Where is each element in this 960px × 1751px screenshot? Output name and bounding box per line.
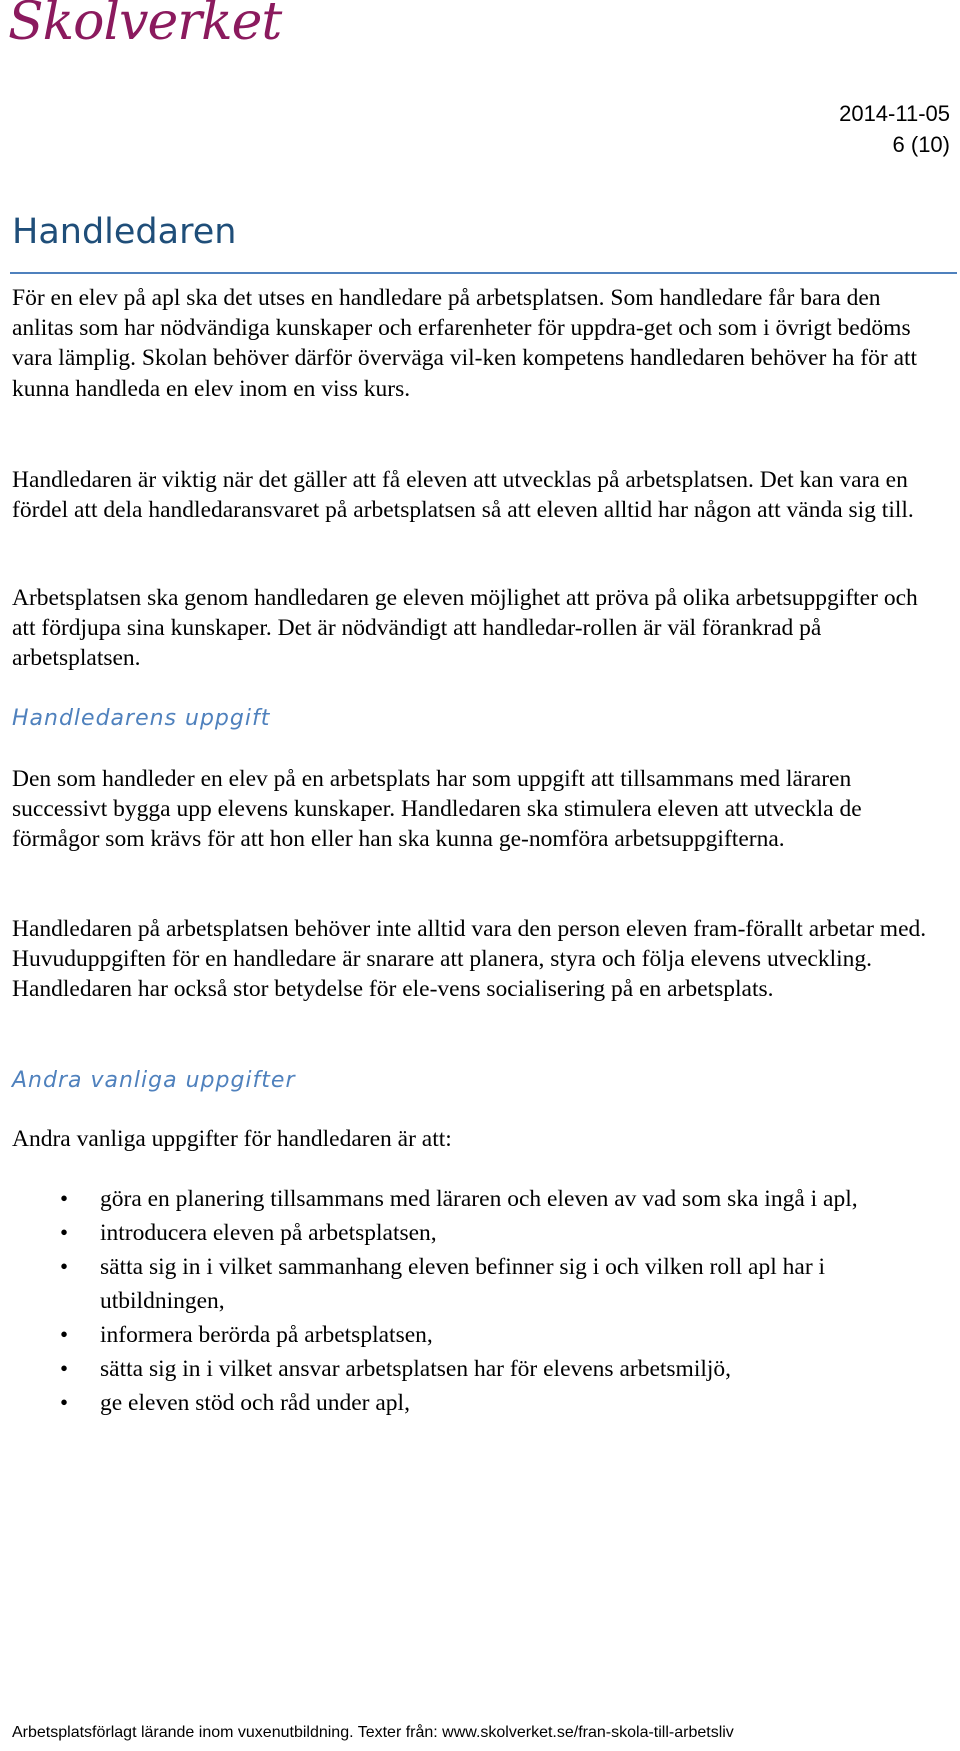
list-item (0, 1216, 960, 1250)
page-footer: Arbetsplatsförlagt lärande inom vuxenutbildning. Texter från: www.skolverket.se/fran-skola-till-arbetsliv (12, 1724, 734, 1741)
title-divider (10, 272, 957, 274)
skolverket-logo: Skolverket (8, 0, 282, 52)
bullet-icon: • (60, 1186, 69, 1211)
list-item-text: sätta sig in i vilket ansvar arbetsplatsen har för elevens arbetsmiljö, (100, 1356, 732, 1382)
bullet-icon: • (60, 1322, 69, 1347)
document-date: 2014-11-05 (839, 101, 950, 126)
section-heading-handledarens-uppgift: Handledarens uppgift (12, 706, 271, 731)
task-list (0, 1182, 960, 1420)
bullet-icon: • (60, 1220, 69, 1245)
list-item (0, 1352, 960, 1386)
list-item (0, 1182, 960, 1216)
section1-paragraph-2: Handledaren på arbetsplatsen behöver inte alltid vara den person eleven fram-förallt arbetar med. Huvuduppgiften för en handledare är snarare att planera, styra och följa elevens utveckling. Handledaren har också stor betydelse för ele-vens socialisering på en arbetsplats. (12, 916, 927, 1003)
section-heading-andra-vanliga-uppgifter: Andra vanliga uppgifter (12, 1068, 296, 1093)
document-meta (839, 98, 950, 160)
section2-intro: Andra vanliga uppgifter för handledaren är att: (12, 1126, 452, 1152)
page-number: 6 (10) (892, 132, 950, 157)
list-item (0, 1318, 960, 1352)
list-item-text: introducera eleven på arbetsplatsen, (100, 1220, 437, 1246)
bullet-icon: • (60, 1356, 69, 1381)
section1-paragraph-1: Den som handleder en elev på en arbetsplats har som uppgift att tillsammans med läraren successivt bygga upp elevens kunskaper. Handledaren ska stimulera eleven att utveckla de förmågor som krävs för att hon eller han ska kunna ge-nomföra arbetsuppgifterna. (12, 766, 862, 853)
intro-paragraph-1: För en elev på apl ska det utses en handledare på arbetsplatsen. Som handledare får bara den anlitas som har nödvändiga kunskaper och erfarenheter för uppdra-get och som i övrigt bedöms vara lämplig. Skolan behöver därför överväga vil-ken kompetens handledaren behöver ha för att kunna handleda en elev inom en viss kurs. (12, 285, 918, 402)
bullet-icon: • (60, 1254, 69, 1279)
intro-paragraph-3: Arbetsplatsen ska genom handledaren ge eleven möjlighet att pröva på olika arbetsuppgifter och att fördjupa sina kunskaper. Det är nödvändigt att handledar-rollen är väl förankrad på arbetsplatsen. (12, 585, 918, 672)
page-title: Handledaren (12, 212, 237, 252)
list-item-text: informera berörda på arbetsplatsen, (100, 1322, 433, 1348)
list-item (0, 1386, 960, 1420)
list-item (0, 1250, 960, 1318)
list-item-text: göra en planering tillsammans med läraren och eleven av vad som ska ingå i apl, (100, 1186, 858, 1212)
list-item-text: sätta sig in i vilket sammanhang eleven befinner sig i och vilken roll apl har i utbildningen, (100, 1254, 826, 1314)
intro-paragraph-2: Handledaren är viktig när det gäller att få eleven att utvecklas på arbetsplatsen. Det kan vara en fördel att dela handledaransvaret på arbetsplatsen så att eleven alltid har någon att vända sig till. (12, 467, 914, 524)
list-item-text: ge eleven stöd och råd under apl, (100, 1390, 410, 1416)
bullet-icon: • (60, 1390, 69, 1415)
